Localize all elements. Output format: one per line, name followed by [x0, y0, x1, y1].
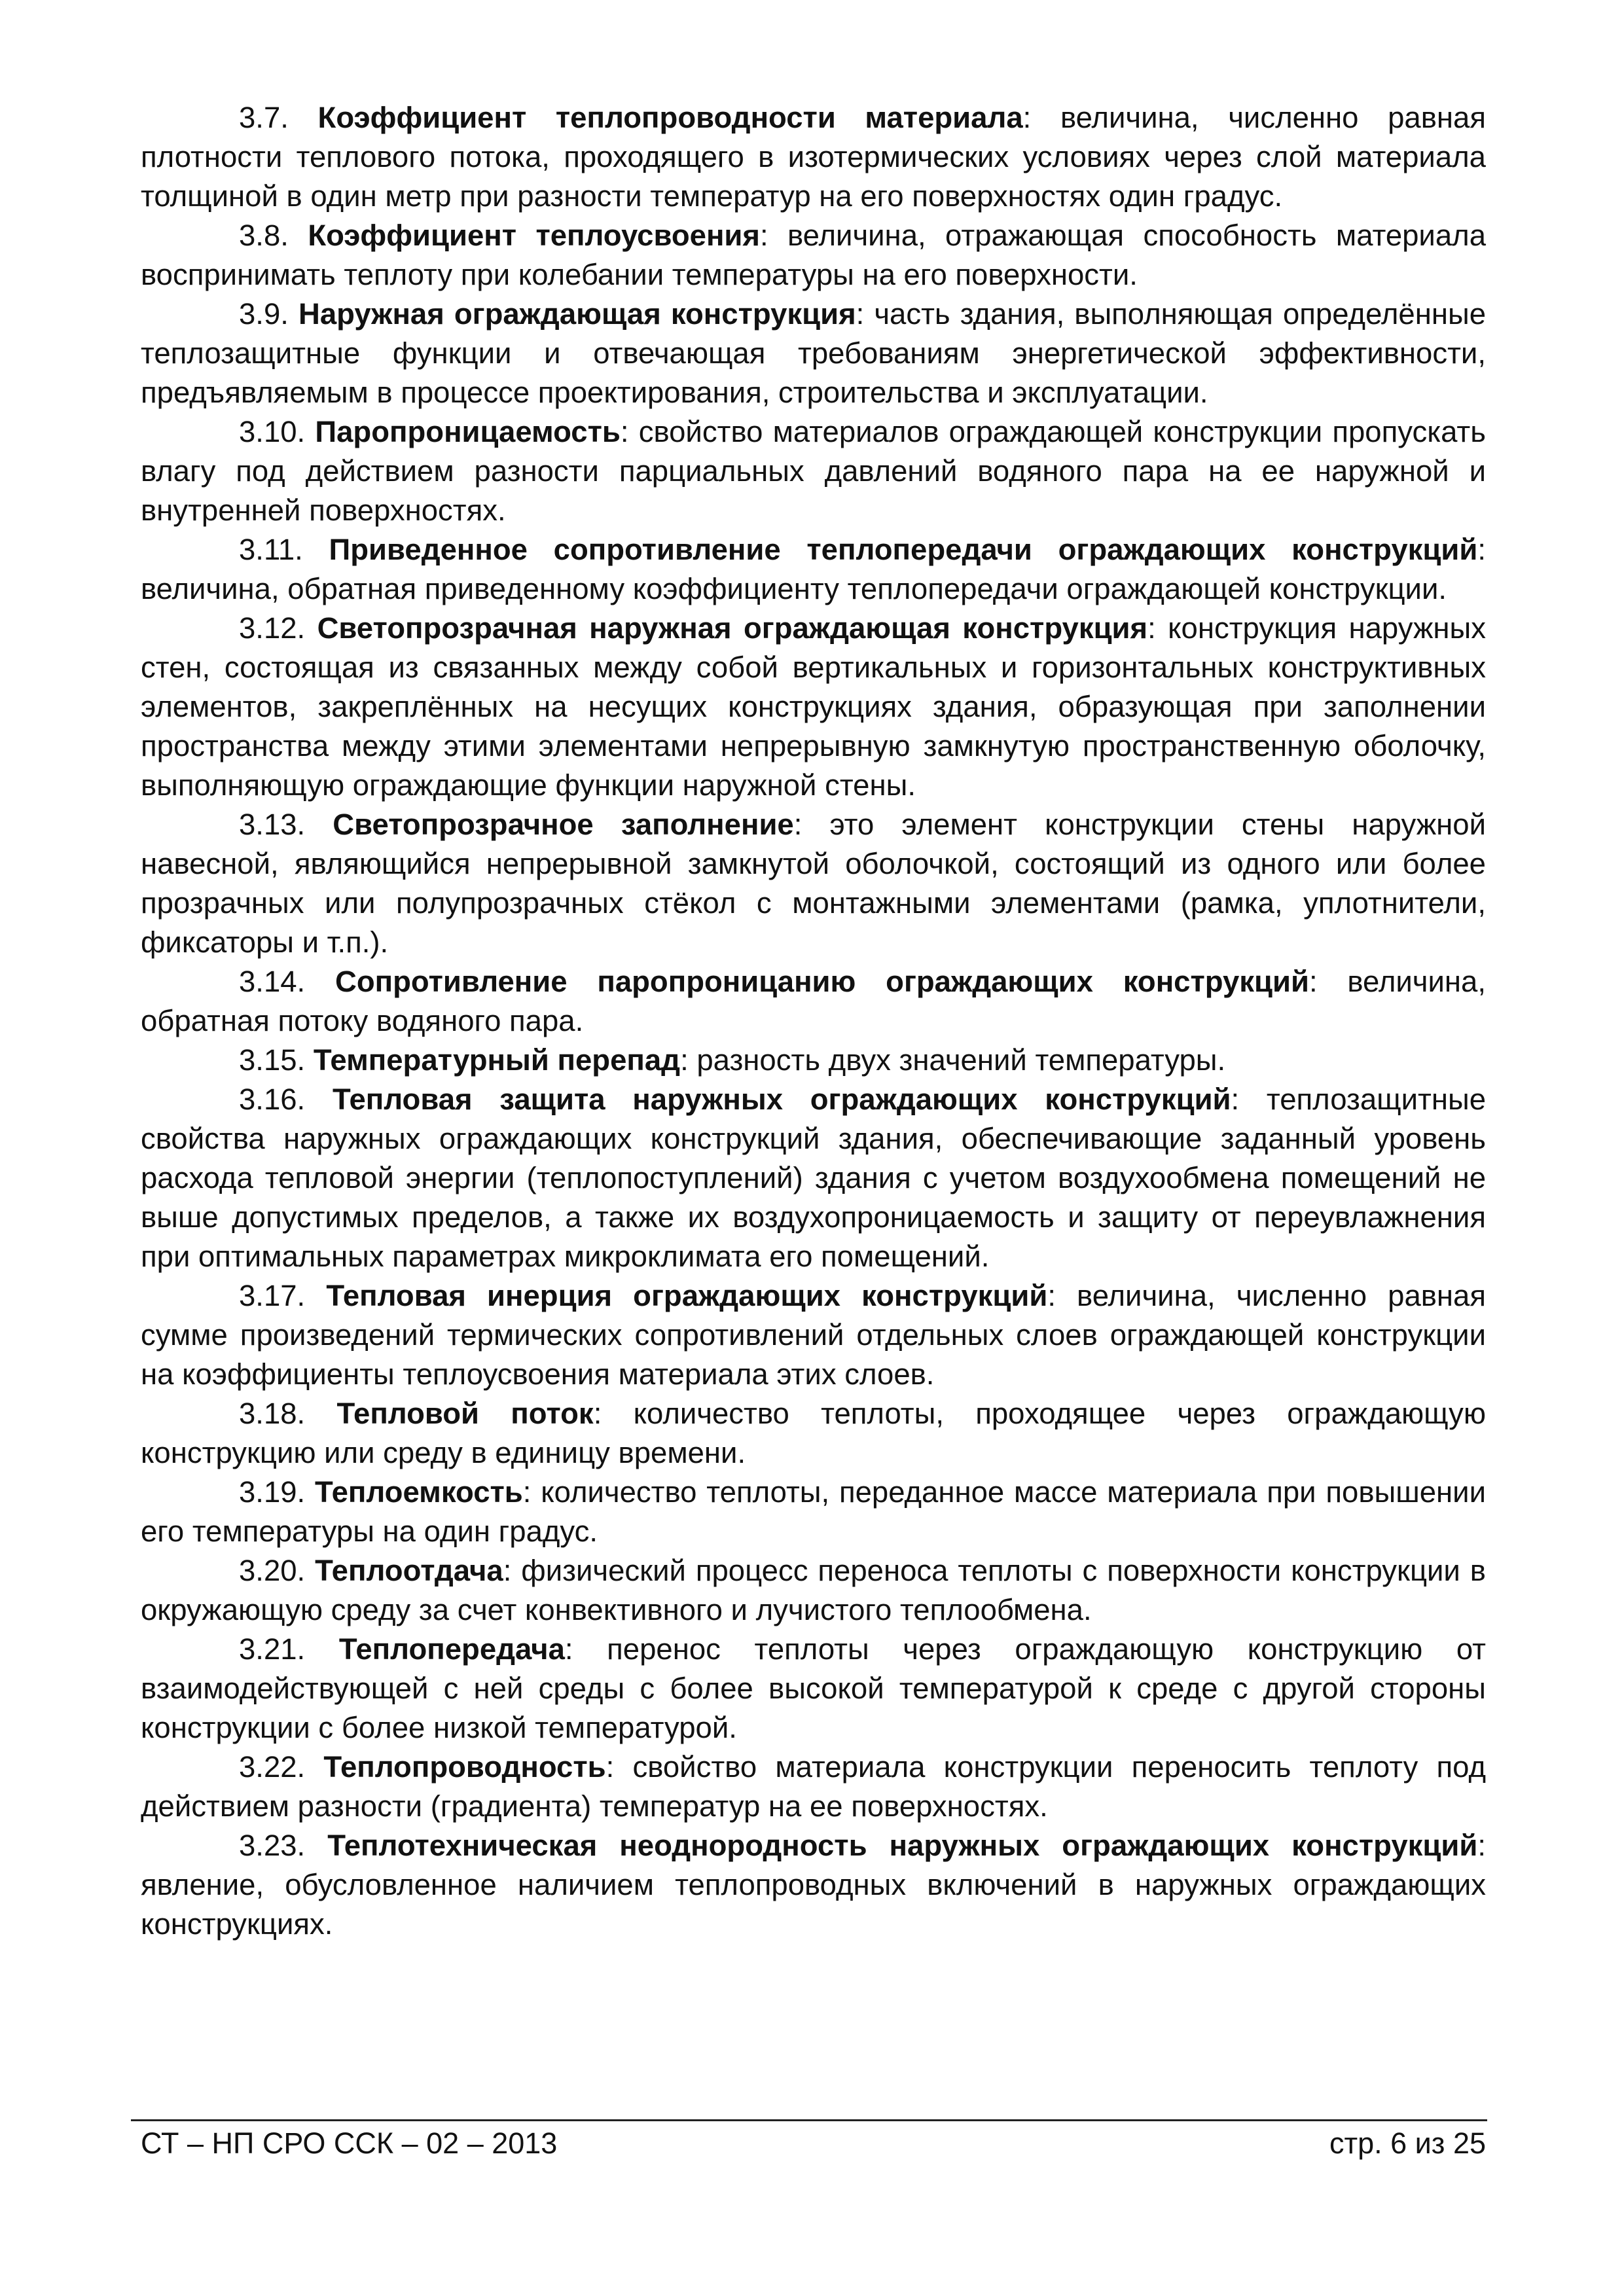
entry-number: 3.10.	[239, 415, 306, 448]
entry-number: 3.18.	[239, 1397, 306, 1430]
definition-3-23	[141, 1826, 1486, 1944]
entry-term: Светопрозрачное заполнение	[333, 808, 794, 841]
entry-definition: : часть здания, выполняющая определённые теплозащитные функции и отвечающая требованиям энергетической эффективности, предъявляемым в процессе проектирования, строительства и эксплуатации.	[141, 297, 1486, 409]
entry-term: Тепловая защита наружных ограждающих конструкций	[332, 1083, 1231, 1116]
entry-definition: : количество теплоты, проходящее через ограждающую конструкцию или среду в единицу времени.	[141, 1397, 1486, 1469]
definition-3-14	[141, 962, 1486, 1041]
definition-3-22	[141, 1748, 1486, 1826]
entry-definition: : величина, численно равная сумме произведений термических сопротивлений отдельных слоев ограждающей конструкции на коэффициенты теплоусвоения материала этих слоев.	[141, 1279, 1486, 1391]
definition-3-13	[141, 805, 1486, 962]
entry-definition: : явление, обусловленное наличием теплопроводных включений в наружных ограждающих конструкциях.	[141, 1829, 1486, 1941]
entry-number: 3.22.	[239, 1750, 306, 1784]
entry-number: 3.20.	[239, 1554, 306, 1587]
entry-number: 3.17.	[239, 1279, 306, 1312]
entry-term: Тепловая инерция ограждающих конструкций	[326, 1279, 1048, 1312]
entry-term: Теплопроводность	[323, 1750, 606, 1784]
entry-term: Приведенное сопротивление теплопередачи ограждающих конструкций	[329, 533, 1478, 566]
entry-term: Сопротивление паропроницанию ограждающих конструкций	[334, 965, 1309, 998]
page-footer	[141, 2124, 1486, 2163]
entry-number: 3.12.	[239, 611, 306, 645]
entry-definition: : свойство материалов ограждающей конструкции пропускать влагу под действием разности парциальных давлений водяного пара на ее наружной и внутренней поверхностях.	[141, 415, 1486, 527]
entry-definition: : физический процесс переноса теплоты с поверхности конструкции в окружающую среду за счет конвективного и лучистого теплообмена.	[141, 1554, 1486, 1626]
entry-number: 3.19.	[239, 1475, 306, 1509]
entry-number: 3.11.	[239, 533, 303, 566]
definition-3-18	[141, 1394, 1486, 1473]
definition-3-10	[141, 412, 1486, 530]
entry-definition: : перенос теплоты через ограждающую конструкцию от взаимодействующей с ней среды с более высокой температурой к среде с другой стороны конструкции с более низкой температурой.	[141, 1632, 1486, 1744]
entry-definition: : количество теплоты, переданное массе материала при повышении его температуры на один градус.	[141, 1475, 1486, 1548]
entry-number: 3.16.	[239, 1083, 306, 1116]
entry-term: Тепловой поток	[336, 1397, 594, 1430]
entry-number: 3.8.	[239, 219, 289, 252]
entry-definition: : величина, численно равная плотности теплового потока, проходящего в изотермических условиях через слой материала толщиной в один метр при разности температур на его поверхностях один градус.	[141, 101, 1486, 213]
definition-3-11	[141, 530, 1486, 609]
entry-number: 3.14.	[239, 965, 306, 998]
entry-term: Паропроницаемость	[315, 415, 621, 448]
document-body	[141, 98, 1486, 1944]
definition-3-16	[141, 1080, 1486, 1276]
entry-definition: : величина, обратная потоку водяного пара.	[141, 965, 1486, 1037]
entry-number: 3.13.	[239, 808, 306, 841]
entry-definition: : величина, обратная приведенному коэффициенту теплопередачи ограждающей конструкции.	[141, 533, 1486, 605]
entry-term: Теплотехническая неоднородность наружных ограждающих конструкций	[327, 1829, 1478, 1862]
definition-3-7	[141, 98, 1486, 216]
entry-definition: : разность двух значений температуры.	[680, 1043, 1226, 1077]
definition-3-8	[141, 216, 1486, 295]
entry-number: 3.21.	[239, 1632, 306, 1666]
entry-term: Коэффициент теплоусвоения	[308, 219, 760, 252]
page-number: стр. 6 из 25	[1329, 2126, 1486, 2160]
entry-term: Коэффициент теплопроводности материала	[317, 101, 1023, 134]
entry-number: 3.9.	[239, 297, 289, 331]
entry-definition: : величина, отражающая способность материала воспринимать теплоту при колебании температуры на его поверхности.	[141, 219, 1487, 291]
entry-term: Теплопередача	[338, 1632, 565, 1666]
entry-definition: : теплозащитные свойства наружных ограждающих конструкций здания, обеспечивающие заданный уровень расхода тепловой энергии (теплопоступлений) здания с учетом воздухообмена помещений не выше допустимых пределов, а также их воздухопроницаемость и защиту от переувлажнения при оптимальных параметрах микроклимата его помещений.	[141, 1083, 1486, 1273]
entry-definition: : это элемент конструкции стены наружной навесной, являющийся непрерывной замкнутой оболочкой, состоящий из одного или более прозрачных или полупрозрачных стёкол с монтажными элементами (рамка, уплотнители, фиксаторы и т.п.).	[141, 808, 1486, 959]
entry-number: 3.15.	[239, 1043, 306, 1077]
entry-definition: : конструкция наружных стен, состоящая из связанных между собой вертикальных и горизонтальных конструктивных элементов, закреплённых на несущих конструкциях здания, образующая при заполнении пространства между этими элементами непрерывную замкнутую пространственную оболочку, выполняющую ограждающие функции наружной стены.	[141, 611, 1486, 802]
definition-3-15	[141, 1041, 1486, 1080]
entry-term: Температурный перепад	[313, 1043, 681, 1077]
definition-3-20	[141, 1551, 1486, 1630]
definition-3-9	[141, 295, 1486, 412]
entry-definition: : свойство материала конструкции переносить теплоту под действием разности (градиента) температур на ее поверхностях.	[141, 1750, 1486, 1823]
entry-term: Теплоемкость	[315, 1475, 523, 1509]
footer-divider	[131, 2119, 1487, 2121]
definition-3-21	[141, 1630, 1486, 1748]
entry-number: 3.23.	[239, 1829, 306, 1862]
definition-3-12	[141, 609, 1486, 805]
entry-term: Светопрозрачная наружная ограждающая конструкция	[317, 611, 1148, 645]
entry-term: Наружная ограждающая конструкция	[298, 297, 856, 331]
definition-3-19	[141, 1473, 1486, 1551]
entry-term: Теплоотдача	[315, 1554, 503, 1587]
entry-number: 3.7.	[239, 101, 289, 134]
definition-3-17	[141, 1276, 1486, 1394]
document-code: СТ – НП СРО ССК – 02 – 2013	[141, 2126, 558, 2160]
